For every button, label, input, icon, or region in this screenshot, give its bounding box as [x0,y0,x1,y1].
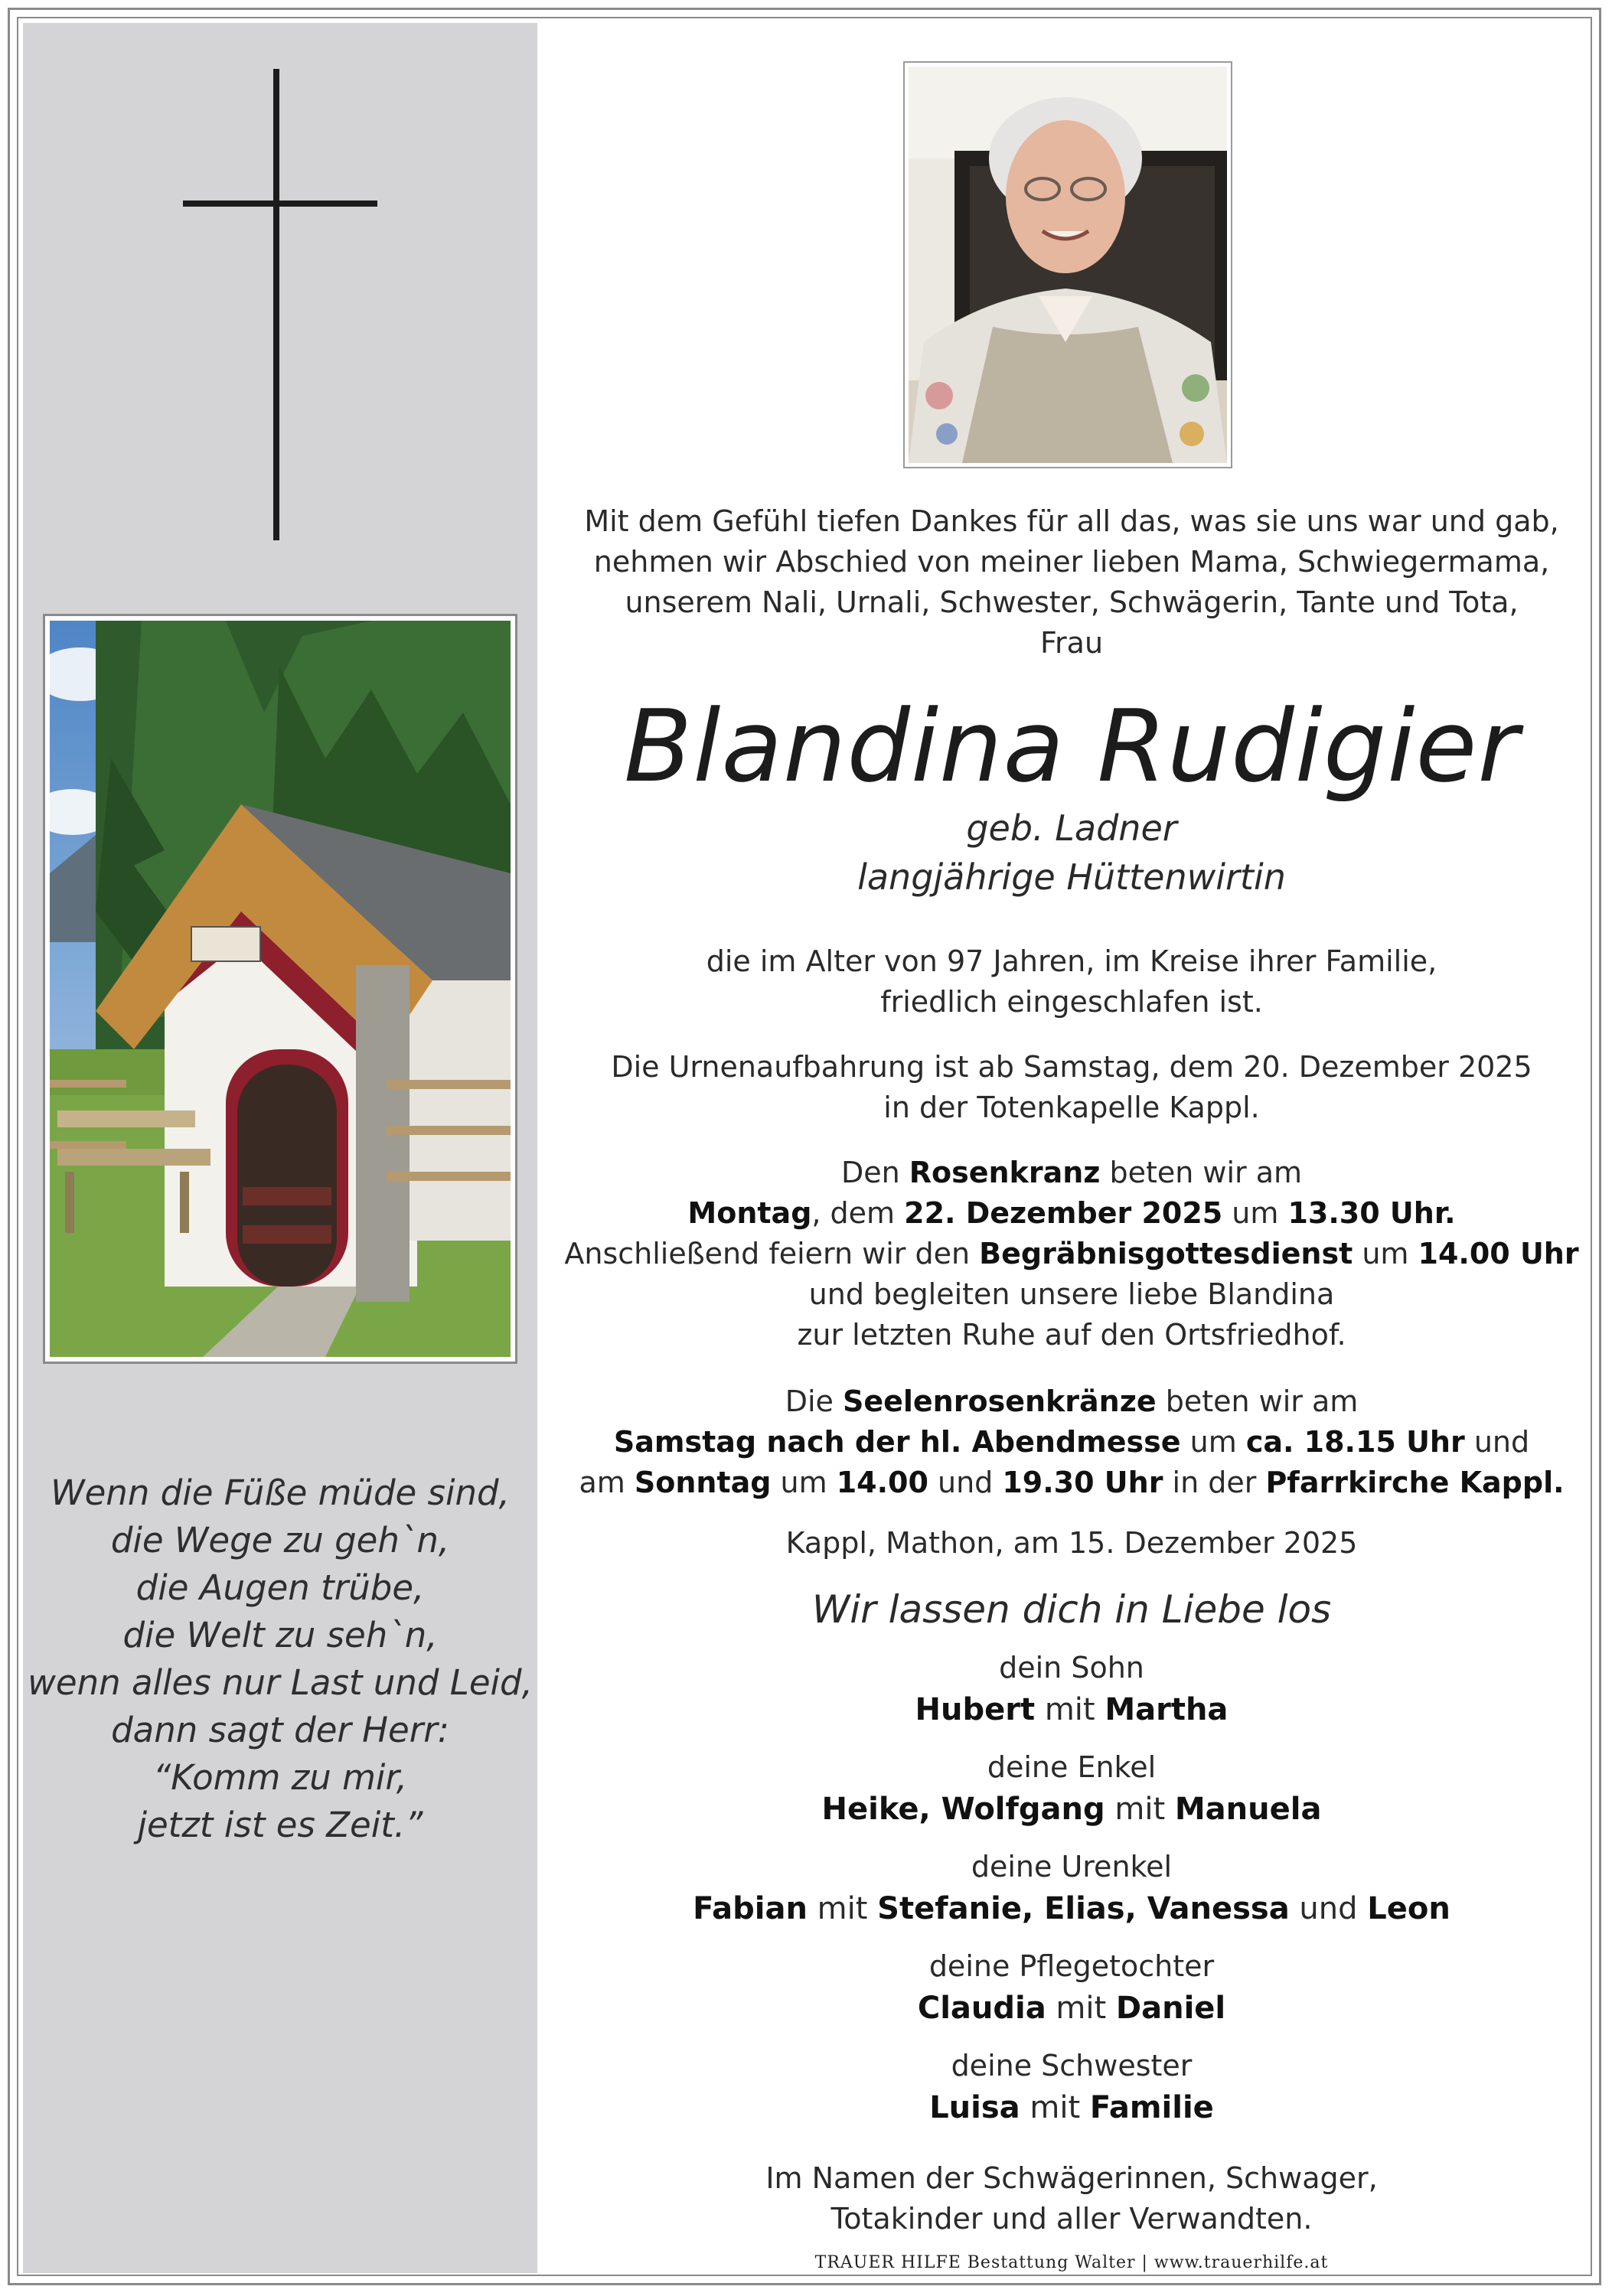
relative-names: Hubert mit Martha [915,1692,1229,1727]
relative-names: Claudia mit Daniel [917,1991,1226,2026]
relative-title: deine Schwester [951,2049,1193,2082]
rosary-section [551,1153,1592,1355]
souls-line: Samstag nach der hl. Abendmesse um ca. 18.15 Uhr und [613,1425,1530,1459]
closing-line: Im Namen der Schwägerinnen, Schwager, [765,2161,1378,2195]
relative-names: Fabian mit Stefanie, Elias, Vanessa und Leon [693,1891,1450,1926]
relative-names: Luisa mit Familie [929,2090,1214,2125]
cross-icon [273,69,279,540]
name-details [551,804,1592,902]
deceased-name: Blandina Rudigier [624,688,1519,804]
relative-names: Heike, Wolfgang mit Manuela [821,1792,1322,1827]
closing-line: Totakinder und aller Verwandten. [830,2202,1313,2236]
motto-line: Wir lassen dich in Liebe los [811,1587,1332,1632]
list-item [551,1746,1592,1831]
poem-line: Wenn die Füße müde sind, [51,1473,510,1513]
souls-rosary-section [551,1381,1592,1503]
rosary-line: Anschließend feiern wir den Begräbnisgottesdienst um 14.00 Uhr [564,1237,1579,1270]
urn-line: Die Urnenaufbahrung ist ab Samstag, dem 20. Dezember 2025 [611,1050,1532,1084]
poem-line: “Komm zu mir, [152,1757,408,1798]
poem-line: jetzt ist es Zeit.” [137,1805,423,1845]
relative-title: dein Sohn [999,1651,1144,1684]
death-notice [551,941,1592,1022]
poem [23,1469,537,1849]
closing [551,2158,1592,2239]
souls-line: Die Seelenrosenkränze beten wir am [785,1384,1359,1418]
birth-name: geb. Ladner [966,807,1177,849]
occupation: langjährige Hüttenwirtin [857,856,1286,898]
footer-credit: TRAUER HILFE Bestattung Walter | www.trauerhilfe.at [814,2253,1329,2272]
list-item [551,1945,1592,2030]
death-line: die im Alter von 97 Jahren, im Kreise ihrer Familie, [706,944,1437,978]
chapel-image [50,621,511,1357]
portrait-photo [903,61,1232,468]
intro-line: nehmen wir Abschied von meiner lieben Mama, Schwiegermama, [593,545,1550,579]
rosary-line: Den Rosenkranz beten wir am [840,1156,1303,1189]
relatives-list [551,1647,1592,2144]
urn-notice [551,1047,1592,1128]
list-item [551,1846,1592,1930]
intro-line: unserem Nali, Urnali, Schwester, Schwägerin, Tante und Tota, [625,585,1519,619]
motto [551,1583,1592,1636]
list-item [551,2045,1592,2129]
place-date [551,1523,1592,1564]
relative-title: deine Urenkel [971,1850,1173,1883]
portrait-image [909,67,1227,463]
chapel-photo [43,614,517,1364]
souls-line: am Sonntag um 14.00 und 19.30 Uhr in der Pfarrkirche Kappl. [579,1466,1565,1499]
relative-title: deine Pflegetochter [928,1949,1215,1983]
rosary-line: und begleiten unsere liebe Blandina [808,1277,1335,1311]
list-item [551,1647,1592,1731]
intro-line: Frau [1039,626,1104,660]
place-date-line: Kappl, Mathon, am 15. Dezember 2025 [785,1526,1358,1560]
poem-line: dann sagt der Herr: [111,1710,449,1750]
cross-icon-crossbar [183,201,377,207]
rosary-line: zur letzten Ruhe auf den Ortsfriedhof. [797,1318,1346,1352]
poem-line: wenn alles nur Last und Leid, [28,1662,533,1703]
rosary-line: Montag, dem 22. Dezember 2025 um 13.30 Uhr. [687,1196,1456,1230]
death-line: friedlich eingeschlafen ist. [880,985,1263,1019]
relative-title: deine Enkel [987,1750,1157,1784]
poem-line: die Augen trübe, [135,1567,425,1608]
poem-line: die Welt zu seh`n, [122,1615,438,1655]
poem-line: die Wege zu geh`n, [110,1520,450,1561]
intro-line: Mit dem Gefühl tiefen Dankes für all das, was sie uns war und gab, [584,504,1559,538]
intro-text [551,501,1592,664]
urn-line: in der Totenkapelle Kappl. [883,1091,1260,1124]
